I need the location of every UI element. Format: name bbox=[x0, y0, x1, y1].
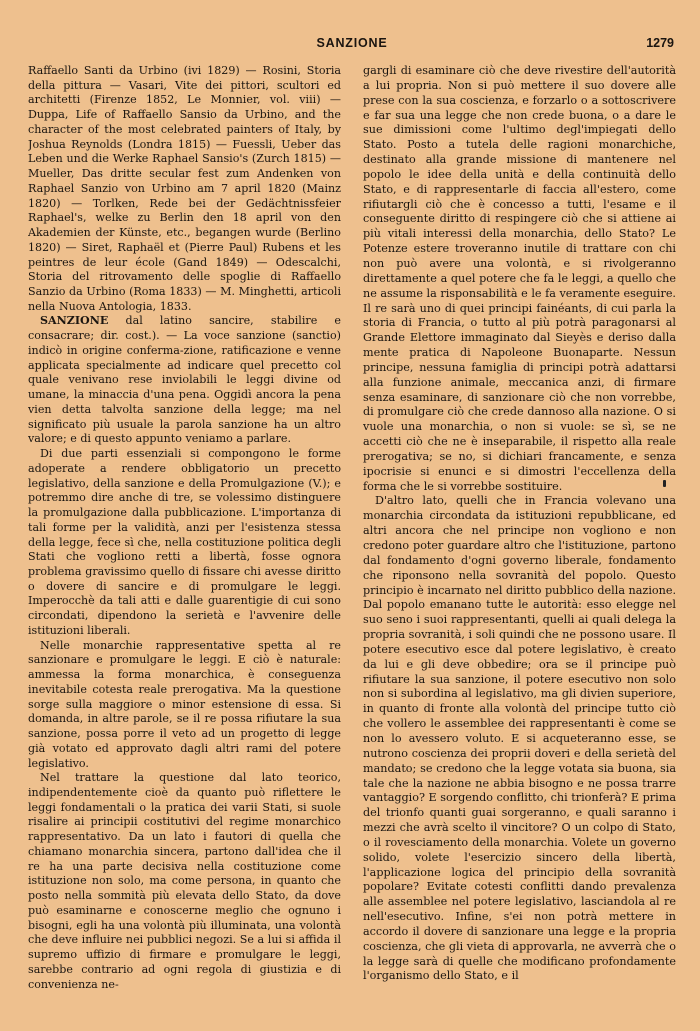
left-column bbox=[28, 64, 341, 994]
body-paragraph: Nelle monarchie rappresentative spetta al re sanzionare e promulgare le leggi. E ciò è naturale: ammessa la forma monarchica, è conseguenza inevitabile cotesta reale prerogativa. Ma la questione sorge sulla maggiore o minor estensione di essa. Si domanda, in altre parole, se il re possa rifiutare la sua sanzione, possa porre il veto ad un progetto di legge già votato ed approvato dagli altri rami del potere legislativo. bbox=[28, 638, 341, 770]
body-paragraph: D'altro lato, quelli che in Francia volevano una monarchia circondata da istituzioni repubblicane, ed altri ancora che nel principe non vogliono e non credono poter guardare altro che l'istituzione, partono dal fondamento d'ogni governo liberale, fondamento che riponsono nella sovranità del popolo. Questo principio è incarnato nel diritto pubblico della nazione. Dal popolo emanano tutte le autorità: esso elegge nel suo seno i suoi rappresentanti, quelli ai quali delega la propria sovranità, i soli quindi che ne possono usare. Il potere esecutivo esce dal potere legislativo, è creato da lui e gli deve obbedire; ora se il principe può rifiutare la sua sanzione, il potere esecutivo non solo non si subordina al legislativo, ma gli divien superiore, in quanto di fronte alla volontà del principe tutto ciò che vollero le assemblee dei rappresentanti è come se non lo avessero voluto. E si acqueteranno esse, se nutrono coscienza dei proprii doveri e della serietà del mandato; se credono che la legge votata sia buona, sia tale che la nazione ne abbia bisogno e ne possa trarre vantaggio? E sorgendo conflitto, chi trionferà? E prima del trionfo quanti guai sorgeranno, e quali saranno i mezzi che avrà scelto il vincitore? O un colpo di Stato, o il rovesciamento della monarchia. Volete un governo solido, volete l'esercizio sincero della libertà, l'applicazione logica del principio della sovranità popolare? Evitate cotesti conflitti dando prevalenza alle assemblee nel potere legislativo, lasciandola al re nell'esecutivo. Infine, s'ei non potrà mettere in accordo il dovere di sanzionare una legge e la propria coscienza, che gli vieta di approvarla, ne avverrà che o la legge sarà di quelle che modificano profondamente l'organismo dello Stato, e il bbox=[363, 494, 676, 983]
body-paragraph: Nel trattare la questione dal lato teorico, indipendentemente cioè da quanto può riflettere le leggi fondamentali o la pratica dei varii Stati, si suole risalire ai principii costitutivi del regime monarchico rappresentativo. Da un lato i fautori di quella che chiamano monarchia sincera, partono dall'idea che il re ha una parte decisiva nella costituzione come istituzione non solo, ma come persona, in quanto che posto nella sommità più elevata dello Stato, da dove può esaminarne e conoscerne meglio che ognuno i bisogni, egli ha una volontà più illuminata, una volontà che deve influire nei pubblici negozi. Se a lui si affida il supremo uffizio di firmare e promulgare le leggi, sarebbe contrario ad ogni regola di giustizia e di convenienza ne- bbox=[28, 771, 341, 991]
body-paragraph-continued: gargli di esaminare ciò che deve rivestire dell'autorità a lui propria. Non si può mettere il suo dovere alle prese con la sua coscienza, e forzarlo o a sottoscrivere e far sua una legge che non crede buona, o a dare le sue dimissioni come l'ultimo degl'impiegati dello Stato. Posto a tutela delle ragioni monarchiche, destinato alla grande missione di mantenere nel popolo le idee della unità e della continuità dello Stato, e di rappresentarle di faccia all'estero, come rifiutargli ciò che è concesso a tutti, l'esame e il conseguente diritto di respingere ciò che si attiene ai più vitali interessi della monarchia, dello Stato? Le Potenze estere troveranno inutile di trattare con chi non può avere una volontà, e si rivolgeranno direttamente a quel potere che fa le leggi, a quello che ne assume la risponsabilità e le fa veramente eseguire. Il re sarà uno di quei principi fainéants, di cui parla la storia di Francia, o tutto al più potrà paragonarsi al Grande Elettore immaginato dal Sieyès e deriso dalla mente pratica di Napoleone Buonaparte. Nessun principe, nessuna famiglia di principi potrà adattarsi alla funzione animale, meccanica anzi, di firmare senza esaminare, di sanzionare ciò che non vorrebbe, di promulgare ciò che crede dannoso alla nazione. O si vuole una monarchia, o non si vuole: se sì, se ne accetti ciò che ne è inseparabile, il rispetto alla reale prerogativa; se no, si dichiari francamente, e senza ipocrisie si enunci e si dimostri l'eccellenza della forma che le si vorrebbe sostituire. bbox=[363, 64, 676, 493]
bibliography-paragraph: Raffaello Santi da Urbino (ivi 1829) — Rosini, Storia della pittura — Vasari, Vite dei pittori, scultori ed architetti (Firenze 1852, Le Monnier, vol. viii) — Duppa, Life of Raffaello Sansio da Urbino, and the character of the most celebrated painters of Italy, by Joshua Reynolds (Londra 1815) — Fuessli, Ueber das Leben und die Werke Raphael Sansio's (Zurch 1815) — Mueller, Das dritte secular fest zum Andenken von Raphael Sanzio von Urbino am 7 april 1820 (Mainz 1820) — Torlken, Rede bei der Gedächtnissfeier Raphael's, welke zu Berlin den 18 april von den Akademien der Künste, etc., begangen wurde (Berlino 1820) — Siret, Raphaël et (Pierre Paul) Rubens et les peintres de leur école (Gand 1849) — Odescalchi, Storia del ritrovamento delle spoglie di Raffaello Sanzio da Urbino (Roma 1833) — M. Minghetti, articoli nella Nuova Antologia, 1833. bbox=[28, 64, 341, 313]
running-title: SANZIONE bbox=[316, 36, 388, 50]
entry-term: SANZIONE bbox=[40, 314, 109, 328]
page-number: 1279 bbox=[646, 36, 674, 50]
entry-definition: dal latino sancire, stabilire e consacrare; dir. cost.). — La voce sanzione (sanctio) indicò in origine conferma-zione, ratificazione e venne applicata specialmente ad indicare quel precetto col quale venivano rese inviolabili le leggi divine od umane, la minaccia d'una pena. Oggidì ancora la pena vien detta talvolta sanzione della legge; ma nel significato più usuale la parola sanzione ha un altro valore; e di questo appunto veniamo a parlare. bbox=[28, 314, 341, 446]
entry-paragraph bbox=[28, 314, 341, 447]
right-column bbox=[363, 64, 676, 994]
text-columns bbox=[28, 64, 676, 994]
scan-speck bbox=[663, 480, 666, 487]
page-header bbox=[30, 36, 674, 54]
body-paragraph: Di due parti essenziali si compongono le forme adoperate a rendere obbligatorio un precetto legislativo, della sanzione e della Promulgazione (V.); e potremmo dire anche di tre, se volessimo distinguere la promulgazione dalla pubblicazione. L'importanza di tali forme per la validità, anzi per l'esistenza stessa della legge, fece sì che, nella costituzione politica degli Stati che vogliono retti a libertà, fosse ognora problema gravissimo quello di fissare chi avesse diritto o dovere di sancire e di promulgare le leggi. Imperocchè da tali atti e dalle guarentigie di cui sono circondati, dipendono la serietà e l'avvenire delle istituzioni liberali. bbox=[28, 447, 341, 637]
